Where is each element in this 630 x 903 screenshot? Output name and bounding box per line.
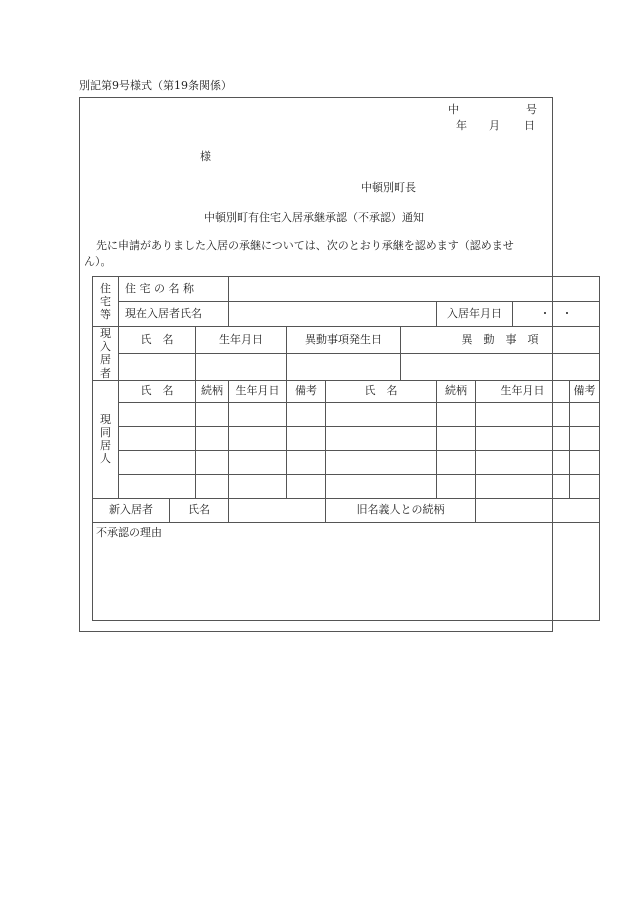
date-year: 年: [456, 119, 467, 132]
new-tenant-name-label: 氏名: [170, 498, 229, 522]
cohabitant-name-field[interactable]: [119, 474, 196, 498]
relation-to-former-holder-field[interactable]: [476, 498, 600, 522]
change-occurrence-date-field[interactable]: [287, 353, 401, 380]
cohabitant-relation-field[interactable]: [196, 426, 229, 450]
change-occurrence-date-header: 異動事項発生日: [287, 327, 401, 354]
cohabitant-note-header: 備考: [287, 380, 326, 402]
doc-number-prefix: 中: [448, 103, 459, 116]
cohabitant-note-field[interactable]: [287, 426, 326, 450]
move-in-date-label: 入居年月日: [437, 302, 513, 327]
current-resident-birthdate-header: 生年月日: [196, 327, 287, 354]
cohabitant-birthdate-field[interactable]: [229, 474, 287, 498]
date-month: 月: [489, 119, 500, 132]
body-text-line2: ん）。: [84, 255, 112, 268]
cohabitant-section-label: 現 同 居 人: [93, 380, 119, 498]
cohabitant-relation-header: 続柄: [196, 380, 229, 402]
issuer: 中頓別町長: [361, 181, 416, 194]
current-resident-section-label: 現 入 居 者: [93, 327, 119, 381]
cohabitant-birthdate-field[interactable]: [476, 450, 570, 474]
cohabitant-name-field[interactable]: [326, 402, 437, 426]
addressee-suffix: 様: [200, 150, 211, 163]
change-details-field[interactable]: [401, 353, 600, 380]
cohabitant-relation-field[interactable]: [437, 402, 476, 426]
body-text-line1: 先に申請がありました入居の承継については、次のとおり承継を認めます（認めませ: [96, 239, 514, 252]
cohabitant-birthdate-field[interactable]: [229, 450, 287, 474]
cohabitant-birthdate-field[interactable]: [229, 426, 287, 450]
cohabitant-relation-field[interactable]: [437, 450, 476, 474]
cohabitant-note-field[interactable]: [287, 474, 326, 498]
current-resident-name-field[interactable]: [119, 353, 196, 380]
cohabitant-birthdate-field[interactable]: [476, 402, 570, 426]
cohabitant-name-header: 氏 名: [326, 380, 437, 402]
doc-number-suffix: 号: [526, 103, 537, 116]
cohabitant-name-field[interactable]: [326, 426, 437, 450]
cohabitant-name-header: 氏 名: [119, 380, 196, 402]
cohabitant-note-header: 備考: [570, 380, 600, 402]
current-resident-name-header: 氏 名: [119, 327, 196, 354]
cohabitant-relation-field[interactable]: [196, 402, 229, 426]
cohabitant-relation-field[interactable]: [196, 450, 229, 474]
cohabitant-note-field[interactable]: [570, 450, 600, 474]
form-number: 別記第9号様式（第19条関係）: [79, 79, 232, 92]
cohabitant-birthdate-field[interactable]: [229, 402, 287, 426]
cohabitant-name-field[interactable]: [326, 474, 437, 498]
new-tenant-label: 新入居者: [93, 498, 170, 522]
cohabitant-birthdate-field[interactable]: [476, 474, 570, 498]
housing-name-field[interactable]: [229, 277, 600, 302]
move-in-date-field[interactable]: ・ ・: [513, 302, 600, 327]
cohabitant-name-field[interactable]: [326, 450, 437, 474]
doc-title: 中頓別町有住宅入居承継承認（不承認）通知: [204, 211, 424, 224]
cohabitant-relation-field[interactable]: [196, 474, 229, 498]
refusal-reason-box[interactable]: [93, 522, 600, 620]
cohabitant-relation-field[interactable]: [437, 426, 476, 450]
current-tenant-field[interactable]: [229, 302, 437, 327]
current-tenant-label: 現在入居者氏名: [119, 302, 229, 327]
cohabitant-relation-header: 続柄: [437, 380, 476, 402]
housing-name-label: 住 宅 の 名 称: [119, 277, 229, 302]
date-day: 日: [524, 119, 535, 132]
cohabitant-note-field[interactable]: [570, 426, 600, 450]
change-details-header: 異 動 事 項: [401, 327, 600, 354]
cohabitant-note-field[interactable]: [570, 402, 600, 426]
housing-section-label: 住 宅 等: [93, 277, 119, 327]
cohabitant-note-field[interactable]: [287, 402, 326, 426]
cohabitant-birthdate-header: 生年月日: [229, 380, 287, 402]
new-tenant-name-field[interactable]: [229, 498, 326, 522]
cohabitant-name-field[interactable]: [119, 426, 196, 450]
current-resident-birthdate-field[interactable]: [196, 353, 287, 380]
cohabitant-relation-field[interactable]: [437, 474, 476, 498]
relation-to-former-holder-label: 旧名義人との続柄: [326, 498, 476, 522]
cohabitant-birthdate-header: 生年月日: [476, 380, 570, 402]
cohabitant-birthdate-field[interactable]: [476, 426, 570, 450]
cohabitant-name-field[interactable]: [119, 450, 196, 474]
cohabitant-note-field[interactable]: [570, 474, 600, 498]
cohabitant-name-field[interactable]: [119, 402, 196, 426]
cohabitant-note-field[interactable]: [287, 450, 326, 474]
succession-form-table: [92, 276, 600, 621]
refusal-reason-label: 不承認の理由: [96, 525, 162, 539]
